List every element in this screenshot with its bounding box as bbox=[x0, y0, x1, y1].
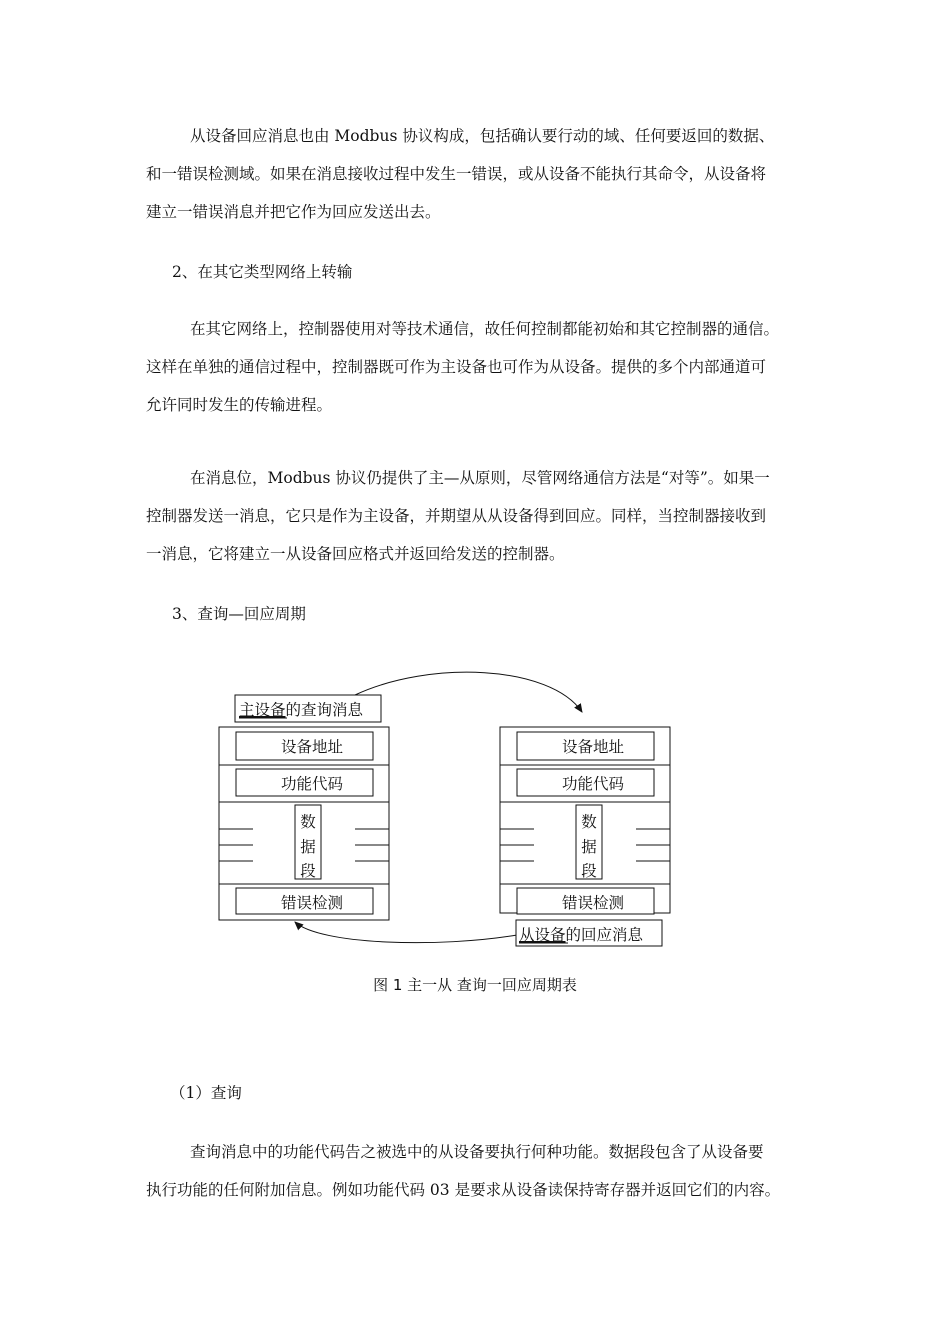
text-line: 这样在单独的通信过程中，控制器既可作为主设备也可作为从设备。提供的多个内部通道可 bbox=[146, 358, 767, 376]
device-address-field: 设备地址 bbox=[561, 738, 625, 756]
slave-label-underlined: 从设备 bbox=[519, 926, 566, 944]
svg-text:主设备的查询消息 bbox=[239, 701, 364, 719]
data-field-char: 据 bbox=[300, 838, 316, 856]
error-check-field: 错误检测 bbox=[280, 894, 344, 912]
function-code-field: 功能代码 bbox=[280, 775, 344, 793]
section-heading-2: 2、在其它类型网络上转输 bbox=[172, 263, 353, 281]
text-line: 执行功能的任何附加信息。例如功能代码 03 是要求从设备读保持寄存器并返回它们的内容。 bbox=[146, 1181, 781, 1199]
slave-frame bbox=[500, 727, 670, 914]
text-line: 在其它网络上，控制器使用对等技术通信，故任何控制都能初始和其它控制器的通信。 bbox=[190, 320, 780, 338]
text-line: 控制器发送一消息，它只是作为主设备，并期望从从设备得到回应。同样，当控制器接收到 bbox=[146, 507, 767, 525]
master-frame bbox=[219, 727, 389, 920]
slave-label-rest: 的回应消息 bbox=[565, 926, 644, 944]
master-label-rest: 的查询消息 bbox=[285, 701, 364, 719]
figure-caption: 图 1 主一从 查询一回应周期表 bbox=[373, 976, 577, 994]
error-check-field: 错误检测 bbox=[561, 894, 625, 912]
text-line: 查询消息中的功能代码告之被选中的从设备要执行何种功能。数据段包含了从设备要 bbox=[190, 1143, 764, 1161]
text-line: 从设备回应消息也由 Modbus 协议构成，包括确认要行动的域、任何要返回的数据、 bbox=[190, 127, 775, 145]
text-line: 和一错误检测域。如果在消息接收过程中发生一错误，或从设备不能执行其命令，从设备将 bbox=[146, 165, 767, 183]
paragraph-4 bbox=[146, 1133, 810, 1209]
master-label-underlined: 主设备 bbox=[239, 701, 286, 719]
text-line: 允许同时发生的传输进程。 bbox=[146, 396, 333, 414]
text-line: 建立一错误消息并把它作为回应发送出去。 bbox=[146, 203, 441, 221]
data-field-char: 数 bbox=[300, 813, 316, 831]
query-arrow bbox=[355, 672, 582, 712]
section-heading-3: 3、查询—回应周期 bbox=[172, 605, 306, 623]
data-field-char: 数 bbox=[581, 813, 597, 831]
device-address-field: 设备地址 bbox=[280, 738, 344, 756]
query-heading: （1）查询 bbox=[170, 1084, 242, 1102]
data-field-char: 据 bbox=[581, 838, 597, 856]
data-field-char: 段 bbox=[581, 862, 597, 880]
function-code-field: 功能代码 bbox=[561, 775, 625, 793]
response-arrow bbox=[295, 922, 517, 943]
data-field-char: 段 bbox=[300, 862, 316, 880]
slave-response-label bbox=[516, 920, 662, 946]
svg-text:从设备的回应消息 bbox=[519, 926, 644, 944]
text-line: 一消息，它将建立一从设备回应格式并返回给发送的控制器。 bbox=[146, 545, 565, 563]
text-line: 在消息位，Modbus 协议仍提供了主—从原则，尽管网络通信方法是“对等”。如果一 bbox=[190, 469, 770, 487]
master-query-label bbox=[235, 695, 381, 722]
